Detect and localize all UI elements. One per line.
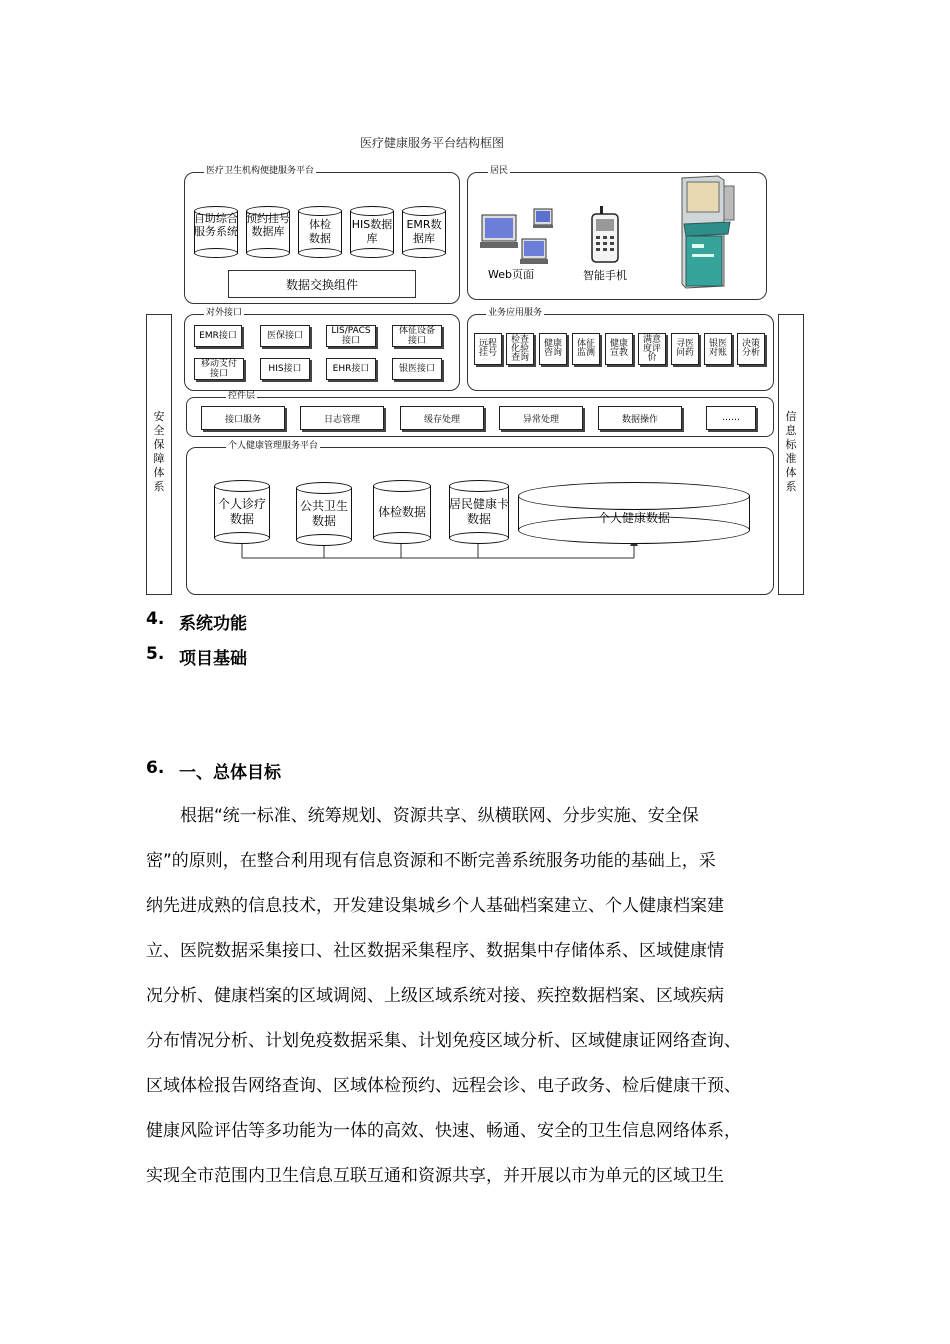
database-cylinder: 自助综合服务系统: [194, 206, 238, 258]
control-item: ……: [706, 406, 756, 430]
control-item: 异常处理: [499, 406, 583, 430]
database-cylinder: 体检数据: [298, 206, 342, 258]
business-item: 远程挂号: [474, 333, 502, 365]
database-cylinder: HIS数据库: [350, 206, 394, 258]
kiosk-icon: [668, 174, 740, 290]
section-number: 6.: [146, 758, 165, 778]
interface-item: 医保接口: [260, 325, 310, 347]
business-item: 寻医问药: [671, 333, 699, 365]
database-cylinder: 个人诊疗数据: [214, 480, 270, 544]
body-paragraph: [146, 794, 811, 1199]
control-item: 数据操作: [598, 406, 682, 430]
paragraph-line: 分布情况分析、计划免疫数据采集、计划免疫区域分析、区域健康证网络查询、: [146, 1031, 741, 1051]
business-item: 体征监测: [572, 333, 600, 365]
standard-system-label: 信息标准体系: [785, 410, 797, 493]
web-page-label: Web页面: [488, 268, 534, 281]
database-cylinder: 居民健康卡数据: [449, 480, 509, 544]
interface-item: LIS/PACS接口: [326, 325, 376, 347]
medical-institution-platform-label: 医疗卫生机构便捷服务平台: [206, 166, 315, 176]
section-title: 一、总体目标: [179, 763, 281, 783]
paragraph-line: 根据“统一标准、统筹规划、资源共享、纵横联网、分步实施、安全保: [180, 806, 699, 826]
section-heading-6: [146, 758, 281, 783]
interface-item: EMR接口: [194, 325, 242, 347]
smartphone-label: 智能手机: [583, 269, 627, 282]
paragraph-line: 实现全市范围内卫生信息互联互通和资源共享，并开展以市为单元的区域卫生: [146, 1166, 724, 1186]
control-item: 接口服务: [201, 406, 285, 430]
business-service-label: 业务应用服务: [488, 308, 543, 318]
business-item: 健康宣教: [605, 333, 633, 365]
paragraph-line: 区域体检报告网络查询、区域体检预约、远程会诊、电子政务、检后健康干预、: [146, 1076, 741, 1096]
section-title: 系统功能: [179, 614, 247, 634]
section-number: 4.: [146, 609, 165, 629]
section-heading-4: [146, 609, 247, 634]
computer-icons: [478, 205, 558, 267]
section-heading-5: [146, 644, 247, 669]
database-cylinder: EMR数据库: [402, 206, 446, 258]
business-item: 检查化验查询: [506, 333, 534, 365]
interface-item: 银医接口: [392, 358, 442, 380]
paragraph-line: 立、医院数据采集接口、社区数据采集程序、数据集中存储体系、区域健康情: [146, 941, 724, 961]
control-item: 日志管理: [300, 406, 384, 430]
security-system-label: 安全保障体系: [153, 410, 165, 493]
interface-item: EHR接口: [326, 358, 376, 380]
database-cylinder: 预约挂号数据库: [246, 206, 290, 258]
interface-item: HIS接口: [260, 358, 310, 380]
paragraph-line: 健康风险评估等多功能为一体的高效、快速、畅通、安全的卫生信息网络体系，: [146, 1121, 741, 1141]
interface-item: 体征设备接口: [392, 325, 442, 347]
personal-health-platform-label: 个人健康管理服务平台: [228, 441, 319, 451]
section-number: 5.: [146, 644, 165, 664]
control-item: 缓存处理: [400, 406, 484, 430]
database-cylinder: 体检数据: [373, 480, 431, 544]
business-item: 决策分析: [737, 333, 765, 365]
data-exchange-component: 数据交换组件: [228, 270, 416, 298]
resident-group-label: 居民: [490, 166, 509, 176]
paragraph-line: 况分析、健康档案的区域调阅、上级区域系统对接、疾控数据档案、区域疾病: [146, 986, 724, 1006]
business-item: 健康咨询: [539, 333, 567, 365]
section-title: 项目基础: [179, 649, 247, 669]
database-cylinder: 公共卫生数据: [296, 482, 352, 546]
diagram-title: 医疗健康服务平台结构框图: [360, 136, 505, 150]
business-item: 满意度评价: [638, 333, 666, 365]
main-database-cylinder: 个人健康数据: [518, 482, 750, 544]
phone-icon: [588, 206, 622, 264]
business-item: 银医对账: [704, 333, 732, 365]
paragraph-line: 密”的原则，在整合利用现有信息资源和不断完善系统服务功能的基础上，采: [146, 851, 716, 871]
control-layer-label: 控件层: [228, 391, 256, 401]
paragraph-line: 纳先进成熟的信息技术，开发建设集城乡个人基础档案建立、个人健康档案建: [146, 896, 724, 916]
interface-item: 移动支付接口: [194, 358, 244, 380]
external-interface-label: 对外接口: [206, 308, 243, 318]
